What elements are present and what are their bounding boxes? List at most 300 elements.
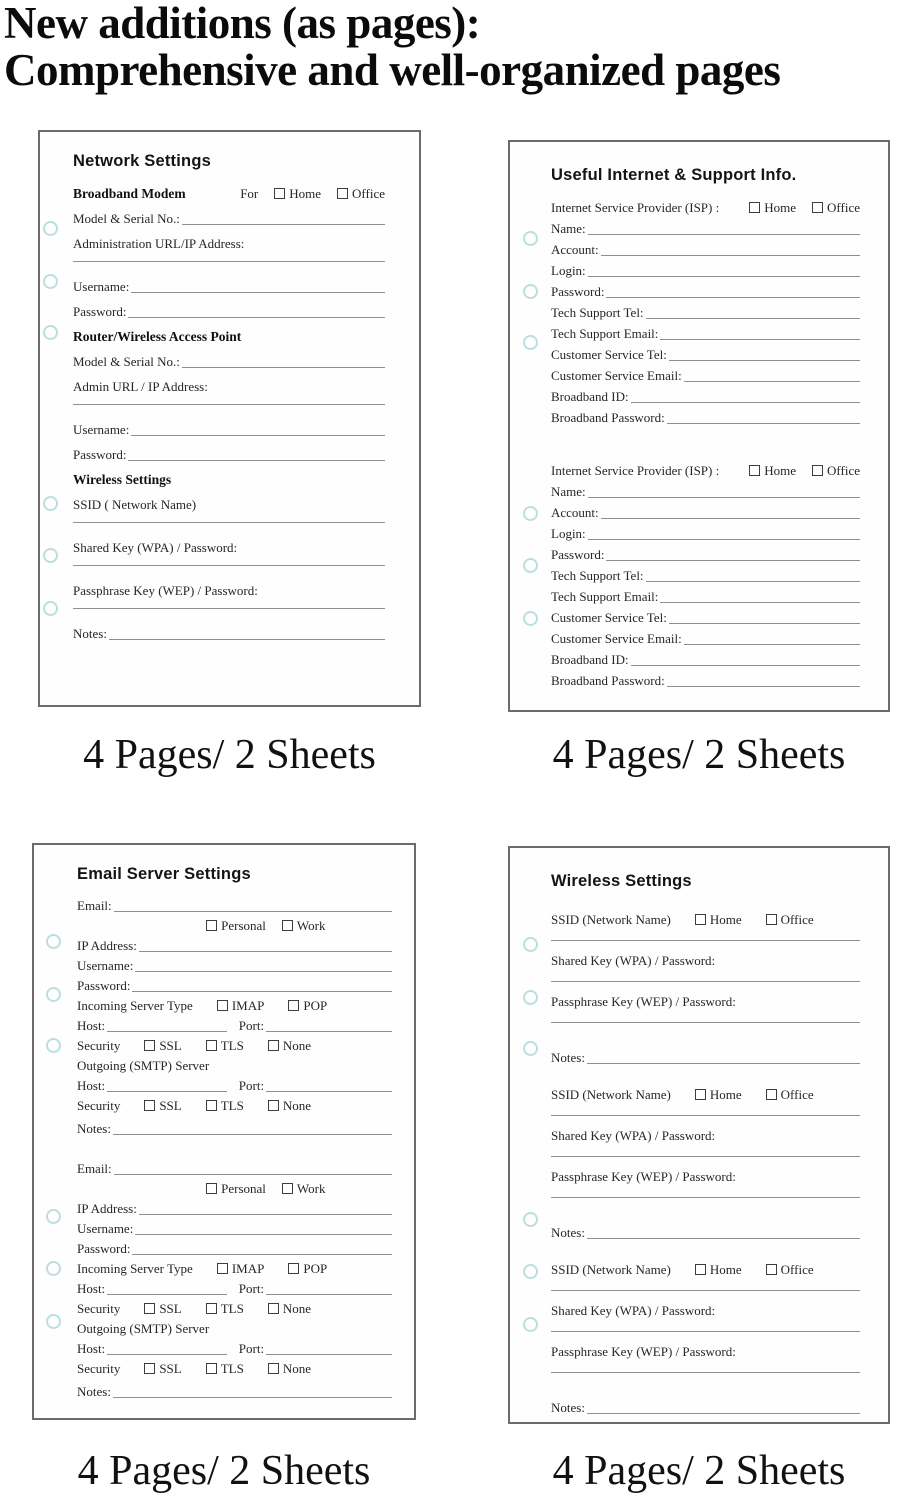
field-label: Security [77,1098,121,1113]
form-row-label-line [73,353,385,370]
form-row-line-only [551,1021,860,1025]
binder-hole [523,1317,538,1332]
checkbox-office[interactable] [812,465,823,476]
form-row-label-only [551,1127,860,1144]
binder-hole [523,1264,538,1279]
form-row-label-line [77,937,392,954]
write-line[interactable] [587,1412,860,1414]
field-label: Tech Support Tel: [551,568,644,583]
checkbox-label: TLS [220,1301,244,1316]
field-label: Host: [77,1281,106,1296]
field-label: Passphrase Key (WEP) / Password: [551,994,736,1009]
binder-hole [46,987,61,1002]
checkbox-label: Personal [221,1181,266,1196]
write-line[interactable] [139,1213,392,1215]
binder-hole [523,990,538,1005]
form-row-label-checks [77,1300,392,1317]
checkbox-option-ssl [144,1097,181,1114]
write-line[interactable] [113,1133,392,1135]
form-row-label-checks [551,911,860,928]
checkbox-option-ssl [144,1300,181,1317]
section-label: Broadband Modem [73,186,186,201]
checkbox-option-home [274,185,321,202]
field-label: Internet Service Provider (ISP) : [551,200,720,215]
checkbox-option-ssl [144,1037,181,1054]
write-line[interactable] [588,233,860,235]
field-label: Broadband Password: [551,410,665,425]
checkbox-home[interactable] [749,202,760,213]
form-row-label-line [551,1399,860,1416]
field-label: Password: [551,547,605,562]
caption-pages-sheets: 4 Pages/ 2 Sheets [552,1448,846,1494]
write-line[interactable] [73,260,385,262]
form-row-label-only [551,1343,860,1360]
form-row-line-only [73,260,385,264]
checkbox-label: Office [780,912,814,927]
form-row-label-line [77,977,392,994]
form-row-label-line [551,483,860,500]
write-line[interactable] [551,1330,860,1332]
binder-hole [523,611,538,626]
field-label: Broadband ID: [551,389,629,404]
write-line[interactable] [669,622,860,624]
checkbox-label: POP [303,1261,328,1276]
field-label: Shared Key (WPA) / Password: [551,1128,716,1143]
checkbox-office[interactable] [812,202,823,213]
form-row-host-port [77,1340,392,1357]
checkbox-label: TLS [220,1038,244,1053]
form-row-label-checks [77,1037,392,1054]
field-label: Admin URL / IP Address: [73,379,208,394]
write-line[interactable] [139,950,392,952]
form-row-label-line [551,672,860,689]
checkbox-option-home [749,462,796,479]
write-line[interactable] [135,970,392,972]
write-line[interactable] [660,338,860,340]
page-title [4,0,780,94]
form-card-internet-support-info [508,140,890,712]
checkbox-ssl[interactable] [144,1363,155,1374]
write-line[interactable] [113,1396,392,1398]
checkbox-label: None [282,1038,312,1053]
form-row-label-line [551,409,860,426]
caption-pages-sheets: 4 Pages/ 2 Sheets [552,732,846,778]
form-row-label-line [551,525,860,542]
checkbox-home[interactable] [749,465,760,476]
write-line[interactable] [587,1062,860,1064]
form-row-label-line [73,303,385,320]
field-label: Tech Support Tel: [551,305,644,320]
write-line[interactable] [551,939,860,941]
form-row-label-line [551,304,860,321]
binder-hole [46,934,61,949]
checkbox-ssl[interactable] [144,1100,155,1111]
checkbox-work[interactable] [282,920,293,931]
form-row-line-only [551,980,860,984]
form-row-label-only [73,378,385,395]
binder-hole [46,1261,61,1276]
write-line[interactable] [606,296,860,298]
write-line[interactable] [551,1196,860,1198]
checkbox-imap[interactable] [217,1263,228,1274]
form-row-spacer [551,430,860,462]
checkbox-none[interactable] [268,1100,279,1111]
form-row-line-only [551,939,860,943]
write-line[interactable] [631,401,860,403]
form-row-spacer [77,1140,392,1160]
field-label: Shared Key (WPA) / Password: [73,540,238,555]
checkbox-label: Home [764,463,797,478]
checkbox-label: SSL [159,1098,182,1113]
checkbox-imap[interactable] [217,1000,228,1011]
field-label: Password: [551,284,605,299]
form-row-line-only [551,1371,860,1375]
form-row-label-line [551,1224,860,1241]
form-row-label-line [551,567,860,584]
write-line[interactable] [588,538,860,540]
write-line[interactable] [114,1173,392,1175]
field-label: Customer Service Email: [551,631,682,646]
form-row-line-only [551,1196,860,1200]
field-label: Port: [238,1078,265,1093]
field-label: Model & Serial No.: [73,354,180,369]
checkbox-label: Office [780,1262,814,1277]
form-row-line-only [73,403,385,407]
field-label: Security [77,1301,121,1316]
binder-hole [43,548,58,563]
checkbox-group [733,199,860,216]
form-row-label-line [551,504,860,521]
write-line[interactable] [646,580,860,582]
checkbox-none[interactable] [268,1363,279,1374]
field-label: Host: [77,1018,106,1033]
field-label: Customer Service Tel: [551,610,667,625]
checkbox-option-none [268,1360,311,1377]
binder-hole [43,325,58,340]
field-label: Customer Service Tel: [551,347,667,362]
write-line[interactable] [684,380,860,382]
field-label: Email: [77,898,112,913]
form-row-label-line [73,446,385,463]
write-line[interactable] [73,521,385,523]
write-line[interactable] [107,1353,227,1355]
write-line[interactable] [660,601,860,603]
field-label: Shared Key (WPA) / Password: [551,953,716,968]
field-label: Name: [551,221,586,236]
field-label: Name: [551,484,586,499]
form-row-label-checks [551,1261,860,1278]
form-row-label-line [551,546,860,563]
write-line[interactable] [551,1371,860,1373]
write-line[interactable] [551,980,860,982]
field-label: Outgoing (SMTP) Server [77,1321,210,1336]
checkbox-label: Home [709,1262,742,1277]
form-row-label-line [551,1049,860,1066]
field-label: Notes: [77,1121,111,1136]
form-row-spacer [551,1241,860,1261]
write-line[interactable] [551,1114,860,1116]
field-label: Customer Service Email: [551,368,682,383]
checkbox-option-imap [217,997,265,1014]
checkbox-tls[interactable] [206,1100,217,1111]
field-label: SSID (Network Name) [551,912,671,927]
checkbox-label: Office [827,200,860,215]
form-row-checks-center [77,1180,392,1197]
checkbox-home[interactable] [695,1089,706,1100]
write-line[interactable] [107,1030,227,1032]
form-row-label-line [73,625,385,642]
binder-hole [523,1041,538,1056]
write-line[interactable] [266,1353,392,1355]
checkbox-ssl[interactable] [144,1303,155,1314]
write-line[interactable] [131,434,385,436]
write-line[interactable] [107,1090,227,1092]
write-line[interactable] [73,403,385,405]
field-label: Tech Support Email: [551,326,659,341]
field-label: SSID (Network Name) [551,1087,671,1102]
checkbox-home[interactable] [274,188,285,199]
write-line[interactable] [73,607,385,609]
field-label: Username: [77,958,134,973]
checkbox-personal[interactable] [206,920,217,931]
form-row-label-line [551,241,860,258]
form-row-host-port [77,1017,392,1034]
write-line[interactable] [109,638,385,640]
field-label: Broadband ID: [551,652,629,667]
checkbox-pop[interactable] [288,1000,299,1011]
field-label: Port: [238,1281,265,1296]
checkbox-option-imap [217,1260,265,1277]
form-row-line-only [551,1289,860,1293]
form-row-label-checks [77,1097,392,1114]
form-row-label-line [77,1200,392,1217]
write-line[interactable] [131,291,385,293]
binder-hole [46,1314,61,1329]
field-label: IP Address: [77,1201,137,1216]
form-row-label-only [73,582,385,599]
checkbox-option-personal [206,917,266,934]
caption-pages-sheets: 4 Pages/ 2 Sheets [77,1448,371,1494]
field-label: Notes: [551,1400,585,1415]
checkbox-option-office [337,185,385,202]
write-line[interactable] [73,564,385,566]
field-label: Notes: [551,1225,585,1240]
write-line[interactable] [182,223,385,225]
checkbox-label: SSL [159,1038,182,1053]
checkbox-label: SSL [159,1361,182,1376]
field-label: Password: [77,1241,131,1256]
checkbox-option-tls [206,1037,244,1054]
field-label: Account: [551,505,599,520]
form-row-label-only [73,235,385,252]
form-row-line-only [73,607,385,611]
form-row-label-line [77,1220,392,1237]
binder-hole [523,231,538,246]
form-row-label-checks [551,1086,860,1103]
form-row-label-line [551,283,860,300]
form-row-label-line [551,325,860,342]
form-row-checks-center [77,917,392,934]
write-line[interactable] [587,1237,860,1239]
write-line[interactable] [631,664,860,666]
form-row-label-only [551,1302,860,1319]
checkbox-label: Personal [221,918,266,933]
form-row-label-line [77,1383,392,1400]
form-row-label-line [551,388,860,405]
card-title: Useful Internet & Support Info. [551,166,797,184]
checkbox-option-work [282,1180,326,1197]
write-line[interactable] [646,317,860,319]
checkbox-label: POP [303,998,328,1013]
binder-hole [523,1212,538,1227]
write-line[interactable] [601,517,860,519]
field-label: Notes: [551,1050,585,1065]
form-row-label-line [77,1120,392,1137]
field-label: Security [77,1361,121,1376]
form-card-network-settings [38,130,421,707]
field-label: Username: [77,1221,134,1236]
checkbox-label: None [282,1301,312,1316]
binder-hole [46,1209,61,1224]
write-line[interactable] [266,1293,392,1295]
checkbox-none[interactable] [268,1303,279,1314]
form-row-header-checks [73,185,385,202]
checkbox-label: SSL [159,1301,182,1316]
write-line[interactable] [266,1090,392,1092]
write-line[interactable] [588,275,860,277]
write-line[interactable] [135,1233,392,1235]
checkbox-option-work [282,917,326,934]
checkbox-office[interactable] [766,1089,777,1100]
form-row-label-only [77,1057,392,1074]
write-line[interactable] [551,1155,860,1157]
write-line[interactable] [669,359,860,361]
binder-hole [43,496,58,511]
field-label: Passphrase Key (WEP) / Password: [73,583,258,598]
form-row-bold-header [73,471,385,488]
write-line[interactable] [551,1289,860,1291]
checkbox-option-office [766,1261,814,1278]
form-row-label-checks [77,1360,392,1377]
form-row-line-only [551,1155,860,1159]
form-row-label-line [73,421,385,438]
checkbox-label: TLS [220,1361,244,1376]
form-row-line-only [551,1114,860,1118]
write-line[interactable] [606,559,860,561]
field-label: Login: [551,263,586,278]
checkbox-tls[interactable] [206,1040,217,1051]
field-label: Login: [551,526,586,541]
write-line[interactable] [132,990,392,992]
write-line[interactable] [107,1293,227,1295]
section-label: Wireless Settings [73,472,172,487]
checkbox-work[interactable] [282,1183,293,1194]
write-line[interactable] [182,366,385,368]
form-row-label-line [73,210,385,227]
caption-pages-sheets: 4 Pages/ 2 Sheets [83,732,376,778]
checkbox-label: Work [296,1181,326,1196]
checkbox-ssl[interactable] [144,1040,155,1051]
checkbox-office[interactable] [766,914,777,925]
write-line[interactable] [551,1021,860,1023]
checkbox-home[interactable] [695,1264,706,1275]
checkbox-option-office [766,1086,814,1103]
checkbox-option-home [695,1086,742,1103]
page-title-line2: Comprehensive and well-organized pages [4,45,781,95]
checkbox-option-office [812,199,860,216]
form-row-isp-checks [551,462,860,479]
checkbox-none[interactable] [268,1040,279,1051]
write-line[interactable] [588,496,860,498]
checkbox-option-none [268,1300,311,1317]
checkbox-option-tls [206,1097,244,1114]
write-line[interactable] [266,1030,392,1032]
field-label: Username: [73,422,130,437]
form-row-host-port [77,1077,392,1094]
field-label: Password: [77,978,131,993]
form-row-label-only [73,539,385,556]
checkbox-label: Office [827,463,860,478]
checkbox-office[interactable] [337,188,348,199]
form-row-label-checks [77,1260,392,1277]
checkbox-pop[interactable] [288,1263,299,1274]
checkbox-tls[interactable] [206,1303,217,1314]
form-row-label-line [551,367,860,384]
field-label: Password: [73,304,127,319]
for-label: For [240,186,259,201]
checkbox-option-none [268,1037,311,1054]
checkbox-personal[interactable] [206,1183,217,1194]
checkbox-option-office [766,911,814,928]
checkbox-option-pop [288,1260,327,1277]
page-title-line1: New additions (as pages): [4,0,481,48]
checkbox-tls[interactable] [206,1363,217,1374]
write-line[interactable] [667,422,860,424]
form-row-label-only [551,1168,860,1185]
form-row-label-line [551,609,860,626]
form-row-label-line [77,1160,392,1177]
write-line[interactable] [667,685,860,687]
field-label: SSID ( Network Name) [73,497,197,512]
write-line[interactable] [601,254,860,256]
form-row-label-line [551,346,860,363]
checkbox-label: IMAP [231,998,265,1013]
binder-hole [523,558,538,573]
checkbox-option-ssl [144,1360,181,1377]
card-title: Wireless Settings [551,872,692,890]
checkbox-label: None [282,1361,312,1376]
binder-hole [523,335,538,350]
write-line[interactable] [128,459,385,461]
form-row-label-line [77,957,392,974]
write-line[interactable] [128,316,385,318]
write-line[interactable] [114,910,392,912]
form-row-label-only [73,496,385,513]
checkbox-label: None [282,1098,312,1113]
write-line[interactable] [684,643,860,645]
checkbox-office[interactable] [766,1264,777,1275]
checkbox-label: IMAP [231,1261,265,1276]
field-label: Notes: [73,626,107,641]
checkbox-option-none [268,1097,311,1114]
form-row-host-port [77,1280,392,1297]
write-line[interactable] [132,1253,392,1255]
form-row-label-only [77,1320,392,1337]
form-row-label-line [551,262,860,279]
checkbox-option-office [812,462,860,479]
form-row-label-line [551,220,860,237]
checkbox-home[interactable] [695,914,706,925]
